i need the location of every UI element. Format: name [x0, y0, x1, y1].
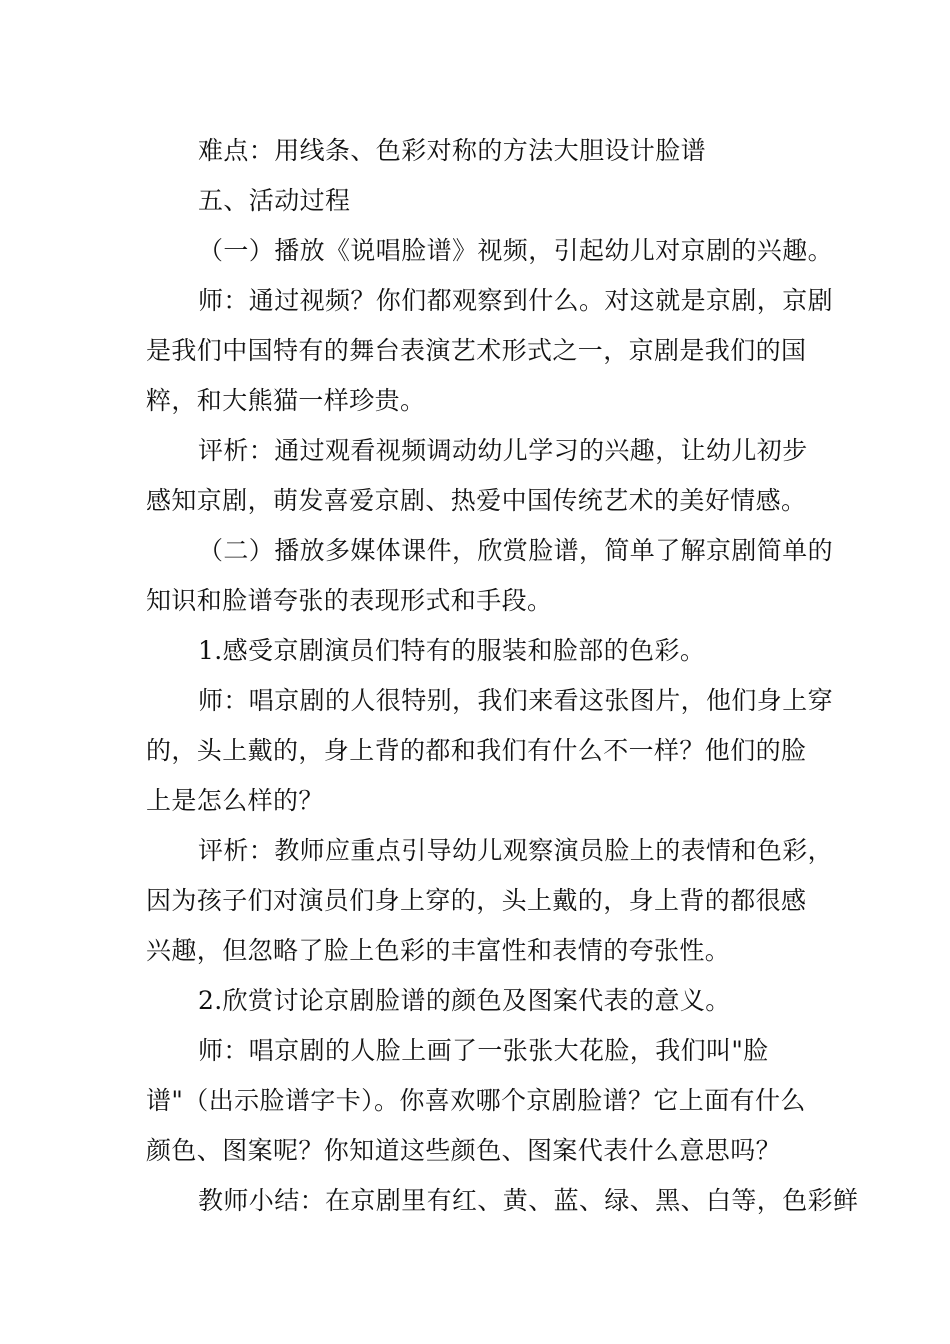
text-line: 感知京剧，萌发喜爱京剧、热爱中国传统艺术的美好情感。 [146, 486, 807, 515]
subsection-heading: （二）播放多媒体课件，欣赏脸谱，简单了解京剧简单的 [198, 536, 834, 565]
text-line: 评析：教师应重点引导幼儿观察演员脸上的表情和色彩， [198, 836, 834, 865]
text-line: 师：唱京剧的人脸上画了一张张大花脸，我们叫"脸 [198, 1036, 769, 1065]
numbered-item: 1.感受京剧演员们特有的服装和脸部的色彩。 [198, 636, 706, 665]
subsection-heading: （一）播放《说唱脸谱》视频，引起幼儿对京剧的兴趣。 [198, 236, 834, 265]
text-line: 知识和脸谱夸张的表现形式和手段。 [146, 586, 553, 615]
section-heading: 五、活动过程 [198, 186, 351, 215]
text-line: 评析：通过观看视频调动幼儿学习的兴趣，让幼儿初步 [198, 436, 808, 465]
text-line: 教师小结：在京剧里有红、黄、蓝、绿、黑、白等，色彩鲜 [198, 1186, 859, 1215]
text-line: 是我们中国特有的舞台表演艺术形式之一，京剧是我们的国 [146, 336, 807, 365]
text-line: 粹，和大熊猫一样珍贵。 [146, 386, 426, 415]
text-line: 颜色、图案呢？你知道这些颜色、图案代表什么意思吗？ [146, 1136, 782, 1165]
numbered-item: 2.欣赏讨论京剧脸谱的颜色及图案代表的意义。 [198, 986, 731, 1015]
text-line: 难点：用线条、色彩对称的方法大胆设计脸谱 [198, 136, 707, 165]
text-line: 师：唱京剧的人很特别，我们来看这张图片，他们身上穿 [198, 686, 834, 715]
text-line: 因为孩子们对演员们身上穿的，头上戴的，身上背的都很感 [146, 886, 807, 915]
document-body [146, 126, 859, 1226]
text-line: 师：通过视频？你们都观察到什么。对这就是京剧，京剧 [198, 286, 834, 315]
text-line: 谱"（出示脸谱字卡）。你喜欢哪个京剧脸谱？它上面有什么 [146, 1086, 806, 1115]
text-line: 上是怎么样的？ [146, 786, 324, 815]
text-line: 的，头上戴的，身上背的都和我们有什么不一样？他们的脸 [146, 736, 807, 765]
text-line: 兴趣，但忽略了脸上色彩的丰富性和表情的夸张性。 [146, 936, 731, 965]
